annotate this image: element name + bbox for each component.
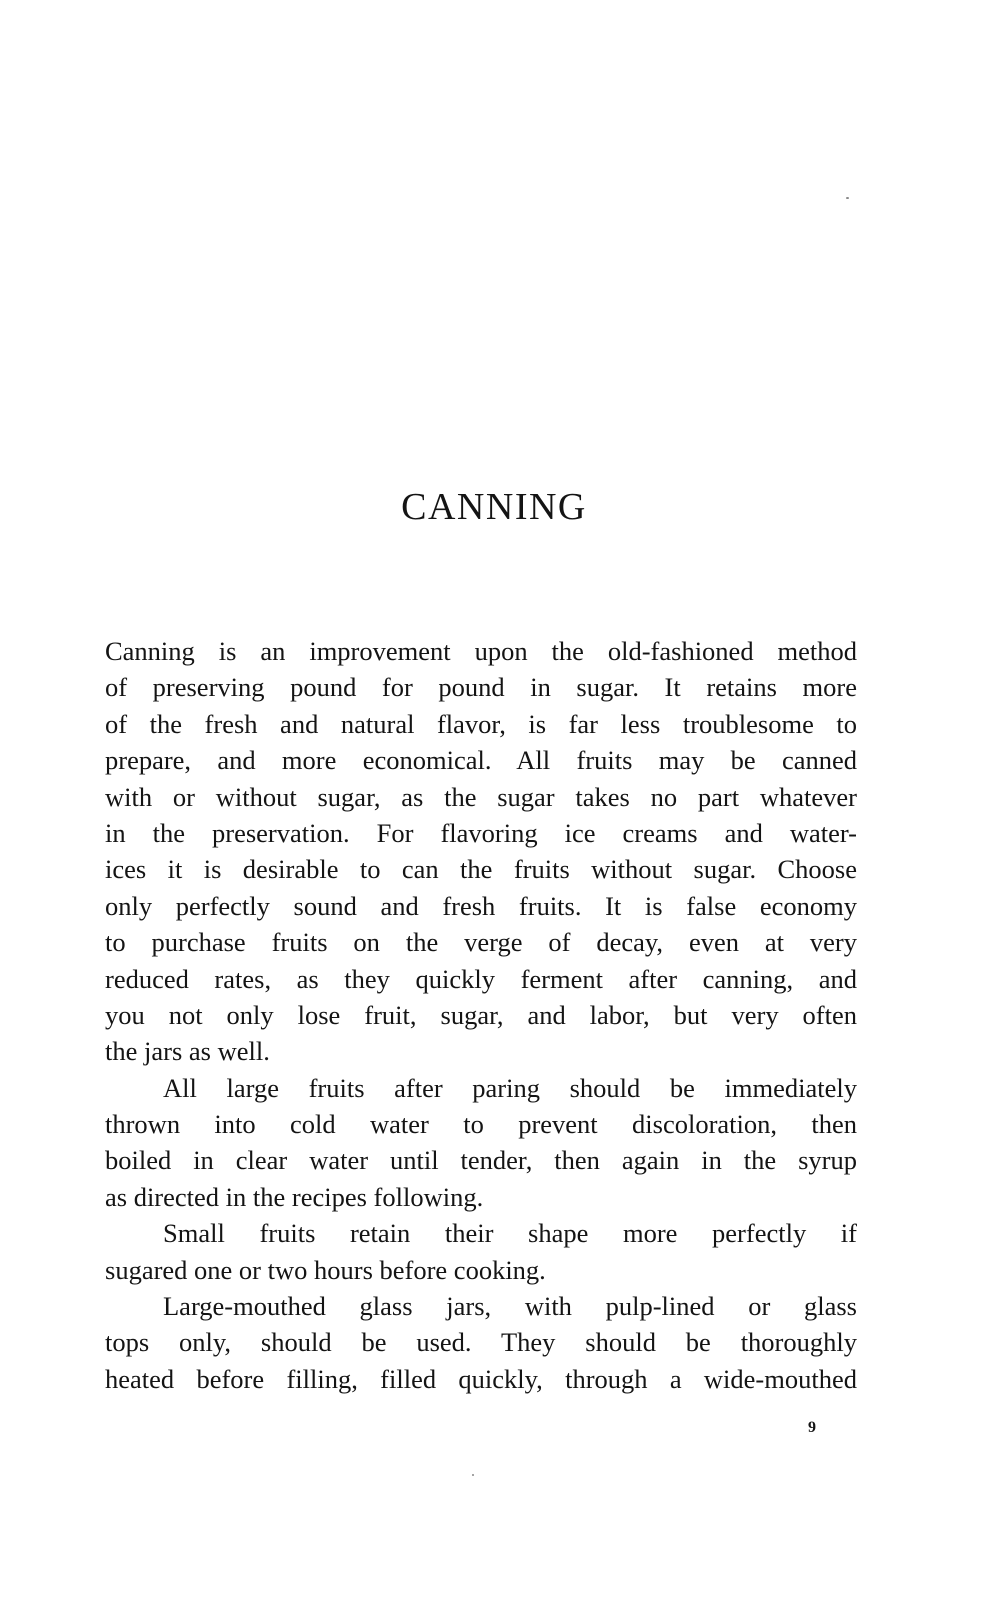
scan-speck (472, 1474, 474, 1476)
text-line: tops only, should be used. They should be thoroughly (105, 1327, 857, 1358)
text-line: All large fruits after paring should be immediately (163, 1072, 857, 1103)
text-line: sugared one or two hours before cooking. (105, 1254, 546, 1285)
text-line: of preserving pound for pound in sugar. It retains more (105, 672, 857, 703)
text-line: with or without sugar, as the sugar takes no part whatever (105, 781, 857, 812)
text-line: heated before filling, filled quickly, through a wide-mouthed (105, 1363, 857, 1394)
text-line: ices it is desirable to can the fruits without sugar. Choose (105, 854, 857, 885)
text-line: boiled in clear water until tender, then again in the syrup (105, 1145, 857, 1176)
text-line: of the fresh and natural flavor, is far less troublesome to (105, 708, 857, 739)
scan-speck (846, 197, 849, 199)
text-line: Large-mouthed glass jars, with pulp-lined or glass (163, 1291, 857, 1322)
text-line: prepare, and more economical. All fruits may be canned (105, 745, 857, 776)
text-line: the jars as well. (105, 1036, 270, 1067)
text-line: reduced rates, as they quickly ferment after canning, and (105, 963, 857, 994)
text-line: Small fruits retain their shape more perfectly if (163, 1218, 857, 1249)
page-number: 9 (808, 1419, 816, 1436)
chapter-title: CANNING (401, 486, 587, 528)
text-line: as directed in the recipes following. (105, 1181, 484, 1212)
body-text (105, 633, 857, 1397)
text-line: thrown into cold water to prevent discoloration, then (105, 1109, 857, 1140)
text-line: only perfectly sound and fresh fruits. It is false economy (105, 890, 857, 921)
text-line: Canning is an improvement upon the old-fashioned method (105, 636, 857, 666)
text-line: in the preservation. For flavoring ice creams and water- (105, 817, 857, 848)
text-line: you not only lose fruit, sugar, and labor, but very often (105, 999, 857, 1030)
text-line: to purchase fruits on the verge of decay, even at very (105, 927, 857, 958)
